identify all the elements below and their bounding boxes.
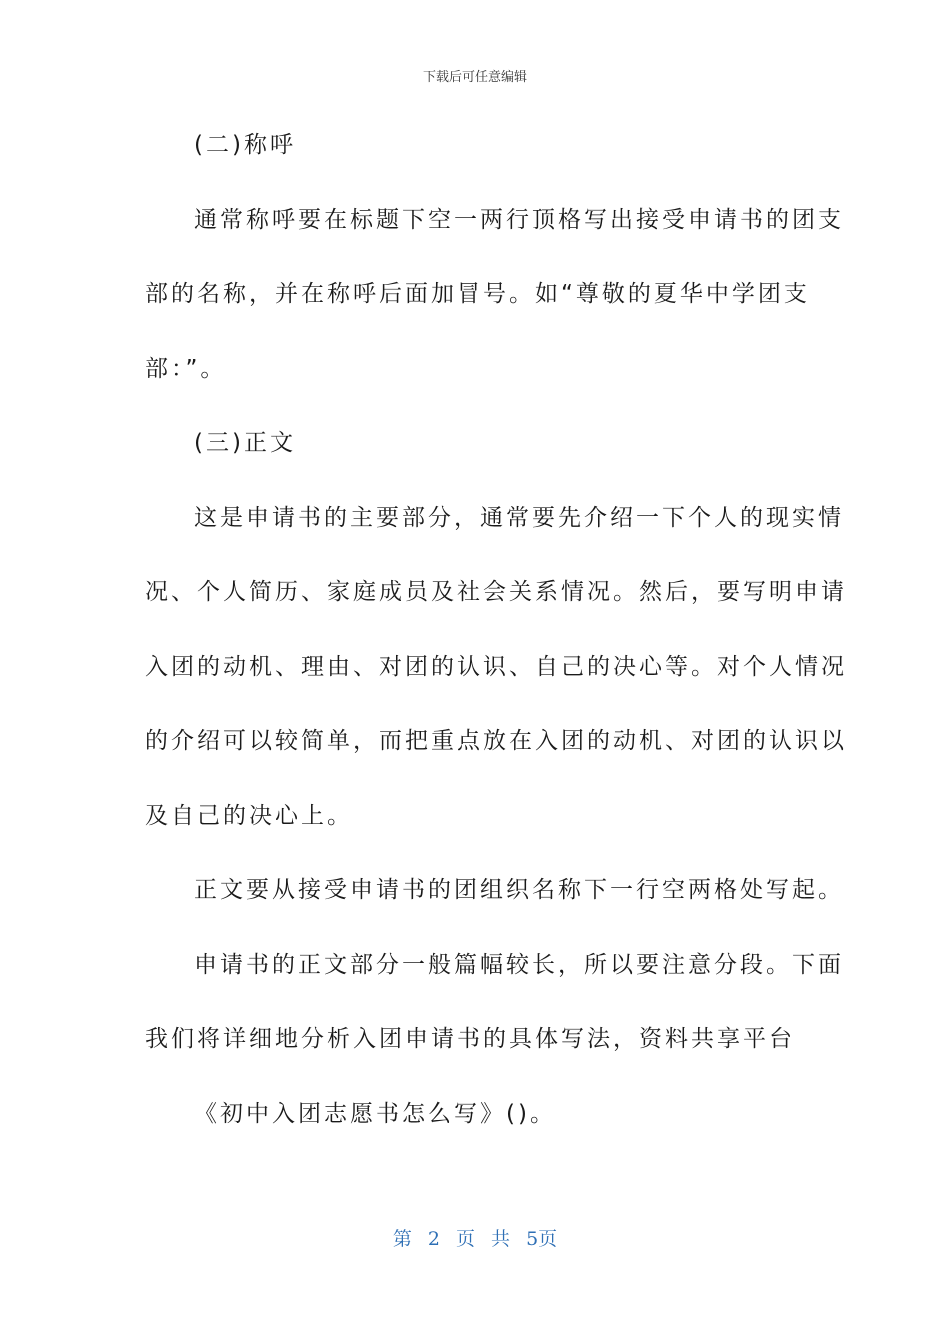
paragraph-line: 这是申请书的主要部分，通常要先介绍一下个人的现实情 <box>194 504 844 531</box>
paragraph-line: 况、个人简历、家庭成员及社会关系情况。然后，要写明申请 <box>145 579 847 605</box>
paragraph-line: 通常称呼要在标题下空一两行顶格写出接受申请书的团支 <box>194 206 844 233</box>
paragraph-line: 部的名称，并在称呼后面加冒号。如“尊敬的夏华中学团支 <box>145 281 810 307</box>
paragraph-line: 及自己的决心上。 <box>145 802 353 829</box>
document-body <box>145 120 847 1163</box>
page-number-footer: 第 2 页 共 5页 <box>392 1228 558 1250</box>
paragraph-line: 申请书的正文部分一般篇幅较长，所以要注意分段。下面 <box>194 951 844 978</box>
paragraph-line: 部：”。 <box>145 355 227 382</box>
paragraph-line: 的介绍可以较简单，而把重点放在入团的动机、对团的认识以 <box>145 728 847 754</box>
section-heading-body: (三)正文 <box>194 430 296 456</box>
paragraph-line: 正文要从接受申请书的团组织名称下一行空两格处写起。 <box>194 877 844 903</box>
section-heading-salutation: (二)称呼 <box>194 132 296 158</box>
paragraph-line: 入团的动机、理由、对团的认识、自己的决心等。对个人情况 <box>145 653 847 680</box>
paragraph-line: 《初中入团志愿书怎么写》()。 <box>194 1100 556 1127</box>
header-note: 下载后可任意编辑 <box>422 70 527 85</box>
paragraph-line: 我们将详细地分析入团申请书的具体写法，资料共享平台 <box>145 1026 795 1052</box>
